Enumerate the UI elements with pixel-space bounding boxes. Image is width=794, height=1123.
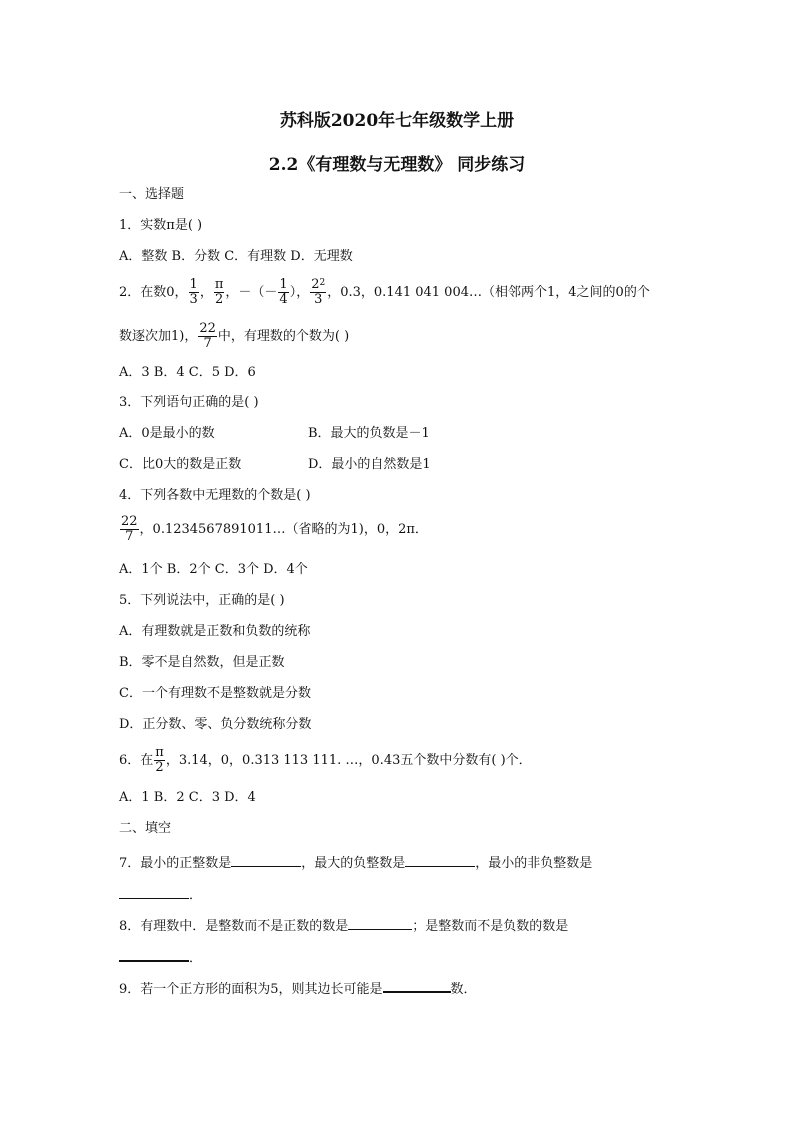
question-2-options: A．3 B．4 C．5 D．6 (119, 365, 256, 380)
question-3-option-a: A．0是最小的数 (119, 426, 215, 441)
question-2-number-list: ，0.3，0.141 041 004…（相邻两个1，4之间的0的个 (327, 285, 650, 300)
question-5-option-d: D．正分数、零、负分数统称分数 (119, 717, 312, 732)
question-6-stem: 6．在 $\frac{\pi}{2}$ ，3.14，0，0.313 113 111. …，0.43五个数中分数有( )个． (119, 745, 532, 775)
question-5-stem: 5．下列说法中，正确的是( ) (119, 593, 285, 608)
fraction-twenty-two-sevenths: $\frac{22}{7}$ (199, 321, 216, 351)
answer-blank-3[interactable] (119, 884, 189, 899)
question-2-line-1: 2．在数0， $\frac{1}{3}$ ， $\frac{\pi}{2}$ ，－（－ $\frac{1}{4}$ ）， $\frac{2^2}{3}$ ，0.3，0.141 041 004…（相邻两个1，4之间的0的个 (119, 277, 650, 307)
question-4-stem: 4．下列各数中无理数的个数是( ) (119, 488, 311, 503)
fraction-one-third: $\frac{1}{3}$ (189, 277, 198, 307)
document-subtitle: 2.2《有理数与无理数》 同步练习 (268, 155, 526, 175)
question-6-options: A．1 B．2 C．3 D．4 (119, 790, 256, 805)
answer-blank-6[interactable] (383, 977, 451, 993)
question-3-stem: 3．下列语句正确的是( ) (119, 395, 259, 410)
question-7-line-2: ． (119, 884, 202, 905)
fraction-pi-over-two: $\frac{\pi}{2}$ (155, 745, 164, 775)
fraction-twenty-two-sevenths: $\frac{22}{7}$ (121, 514, 138, 544)
answer-blank-2[interactable] (405, 852, 475, 867)
question-3-option-b: B．最大的负数是－1 (308, 426, 430, 441)
question-5-option-a: A．有理数就是正数和负数的统称 (119, 624, 311, 639)
question-8-line-2: ． (119, 946, 202, 968)
question-1-options: A．整数 B．分数 C．有理数 D．无理数 (119, 249, 353, 264)
question-9-stem: 9．若一个正方形的面积为5，则其边长可能是 数． (119, 977, 477, 999)
question-5-option-c: C．一个有理数不是整数就是分数 (119, 686, 311, 701)
question-2-prefix: 2．在数0， (119, 285, 188, 300)
question-3-option-d: D．最小的自然数是1 (308, 457, 431, 472)
section-heading-fill: 二、填空 (119, 821, 172, 836)
question-4-options: A．1个 B．2个 C．3个 D．4个 (119, 562, 308, 577)
question-8-line-1: 8．有理数中．是整数而不是正数的数是 ；是整数而不是负数的数是 (119, 915, 568, 936)
question-4-numbers: $\frac{22}{7}$ ，0.1234567891011…（省略的为1)，0，2π． (121, 514, 428, 544)
fraction-pi-over-two: $\frac{\pi}{2}$ (214, 277, 224, 307)
answer-blank-1[interactable] (231, 852, 301, 867)
question-1-stem: 1．实数π是( ) (119, 218, 203, 233)
section-heading-choice: 一、选择题 (119, 187, 185, 202)
question-7-line-1: 7．最小的正整数是 ，最大的负整数是 ，最小的非负整数是 (119, 852, 592, 873)
fraction-one-quarter: $\frac{1}{4}$ (279, 277, 288, 307)
document-title: 苏科版2020年七年级数学上册 (279, 111, 515, 131)
question-3-option-c: C．比0大的数是正数 (119, 457, 242, 472)
fraction-two-squared-over-three: $\frac{2^2}{3}$ (311, 277, 326, 307)
question-2-line-2: 数逐次加1)， $\frac{22}{7}$ 中，有理数的个数为( ) (119, 321, 350, 351)
answer-blank-4[interactable] (348, 915, 412, 930)
answer-blank-5[interactable] (119, 946, 189, 962)
question-5-option-b: B．零不是自然数，但是正数 (119, 655, 285, 670)
